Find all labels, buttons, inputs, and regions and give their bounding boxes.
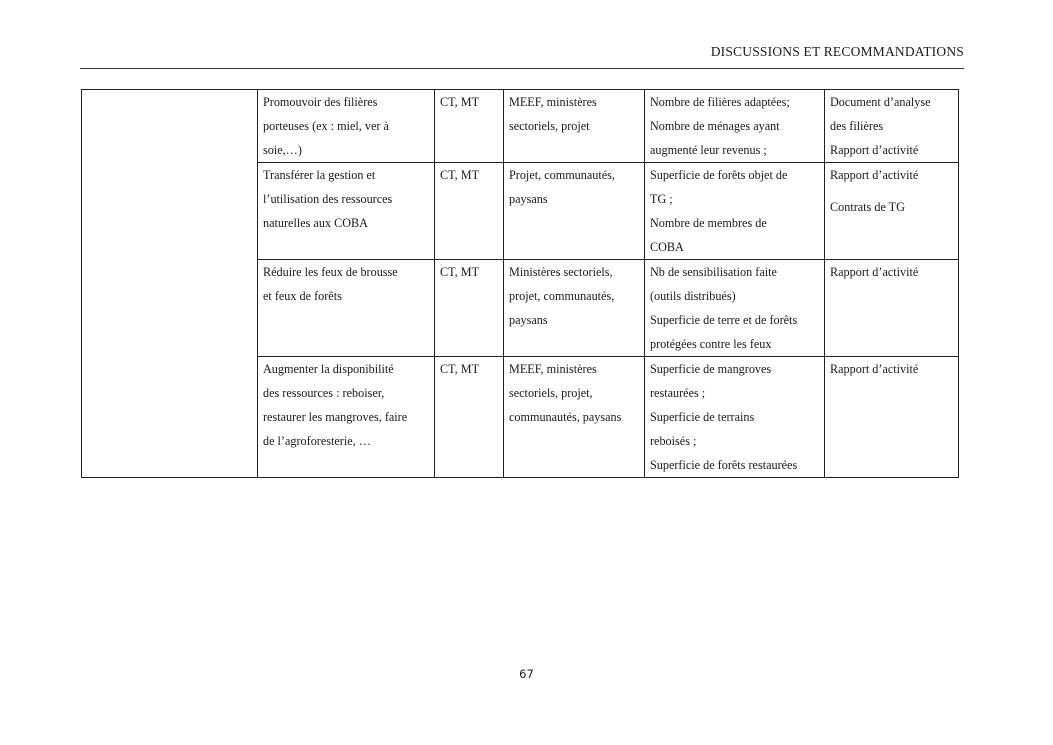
table-cell-actors xyxy=(504,260,645,357)
table-cell-line: Nombre de membres de xyxy=(650,216,767,230)
table-cell-line: Superficie de terre et de forêts xyxy=(650,313,798,327)
table-cell-line: Superficie de forêts restaurées xyxy=(650,458,798,472)
table-cell-indicators xyxy=(645,357,825,478)
page-number: 67 xyxy=(519,667,534,681)
table-cell-line: (outils distribués) xyxy=(650,289,736,303)
table-cell-line: Superficie de terrains xyxy=(650,410,755,424)
table-cell-line: paysans xyxy=(509,313,548,327)
table-cell-action xyxy=(258,90,435,163)
table-cell-line: Rapport d’activité xyxy=(830,168,919,182)
table-cell-line: Nb de sensibilisation faite xyxy=(650,265,777,279)
table-cell-line: Rapport d’activité xyxy=(830,362,919,376)
table-cell-line: restaurer les mangroves, faire xyxy=(263,410,408,424)
table-cell-term xyxy=(435,90,504,163)
table-cell-indicators xyxy=(645,90,825,163)
table-cell-objective xyxy=(82,90,258,478)
table-cell-indicators xyxy=(645,163,825,260)
table-cell-line: projet, communautés, xyxy=(509,289,615,303)
table-cell-line: et feux de forêts xyxy=(263,289,342,303)
table-cell-line: Ministères sectoriels, xyxy=(509,265,613,279)
table-cell-line: Rapport d’activité xyxy=(830,265,919,279)
table-cell-line: de l’agroforesterie, … xyxy=(263,434,371,448)
table-cell-line: communautés, paysans xyxy=(509,410,622,424)
table-cell-line: Réduire les feux de brousse xyxy=(263,265,398,279)
table-cell-line: COBA xyxy=(650,240,684,254)
table-cell-line: soie,…) xyxy=(263,143,302,157)
table-cell-line: Promouvoir des filières xyxy=(263,95,378,109)
table-row xyxy=(82,90,959,163)
table-cell-line: Superficie de mangroves xyxy=(650,362,772,376)
table-cell-sources xyxy=(825,90,959,163)
table-cell-actors xyxy=(504,90,645,163)
table-cell-line: naturelles aux COBA xyxy=(263,216,368,230)
table-cell-sources xyxy=(825,357,959,478)
table-cell-action xyxy=(258,163,435,260)
table-cell-line: Contrats de TG xyxy=(830,200,905,214)
table-cell-line: porteuses (ex : miel, ver à xyxy=(263,119,389,133)
table-cell-line: Transférer la gestion et xyxy=(263,168,376,182)
header-rule xyxy=(80,68,964,69)
table-cell-line: MEEF, ministères xyxy=(509,362,597,376)
table-cell-line: CT, MT xyxy=(440,362,480,376)
table-cell-line: restaurées ; xyxy=(650,386,706,400)
table-cell-term xyxy=(435,163,504,260)
table-cell-term xyxy=(435,357,504,478)
table-cell-line: protégées contre les feux xyxy=(650,337,772,351)
table-body xyxy=(82,90,959,478)
table-cell-line: paysans xyxy=(509,192,548,206)
table-cell-line: sectoriels, projet xyxy=(509,119,590,133)
table-cell-line: CT, MT xyxy=(440,265,480,279)
table-cell-line: Augmenter la disponibilité xyxy=(263,362,394,376)
table-cell-line: augmenté leur revenus ; xyxy=(650,143,767,157)
recommendations-table xyxy=(81,89,959,478)
table-cell-line: CT, MT xyxy=(440,168,480,182)
table-cell-actors xyxy=(504,357,645,478)
table-cell-actors xyxy=(504,163,645,260)
table-cell-sources xyxy=(825,260,959,357)
table-cell-line: Document d’analyse xyxy=(830,95,931,109)
table-cell-line: Projet, communautés, xyxy=(509,168,615,182)
table-cell-term xyxy=(435,260,504,357)
table-cell-line: des ressources : reboiser, xyxy=(263,386,385,400)
table-cell-line: Superficie de forêts objet de xyxy=(650,168,788,182)
table-cell-line: l’utilisation des ressources xyxy=(263,192,393,206)
table-cell-line: MEEF, ministères xyxy=(509,95,597,109)
table-cell-line: sectoriels, projet, xyxy=(509,386,593,400)
table-cell-line: CT, MT xyxy=(440,95,480,109)
table-cell-line: Rapport d’activité xyxy=(830,143,919,157)
table-cell-indicators xyxy=(645,260,825,357)
table-cell-action xyxy=(258,357,435,478)
table-cell-line: des filières xyxy=(830,119,884,133)
running-header-title: DISCUSSIONS ET RECOMMANDATIONS xyxy=(710,44,964,59)
table-cell-line: TG ; xyxy=(650,192,673,206)
table-cell-action xyxy=(258,260,435,357)
table-cell-sources xyxy=(825,163,959,260)
table-cell-line: Nombre de filières adaptées; xyxy=(650,95,790,109)
table-cell-line: reboisés ; xyxy=(650,434,697,448)
table-cell-line: Nombre de ménages ayant xyxy=(650,119,780,133)
